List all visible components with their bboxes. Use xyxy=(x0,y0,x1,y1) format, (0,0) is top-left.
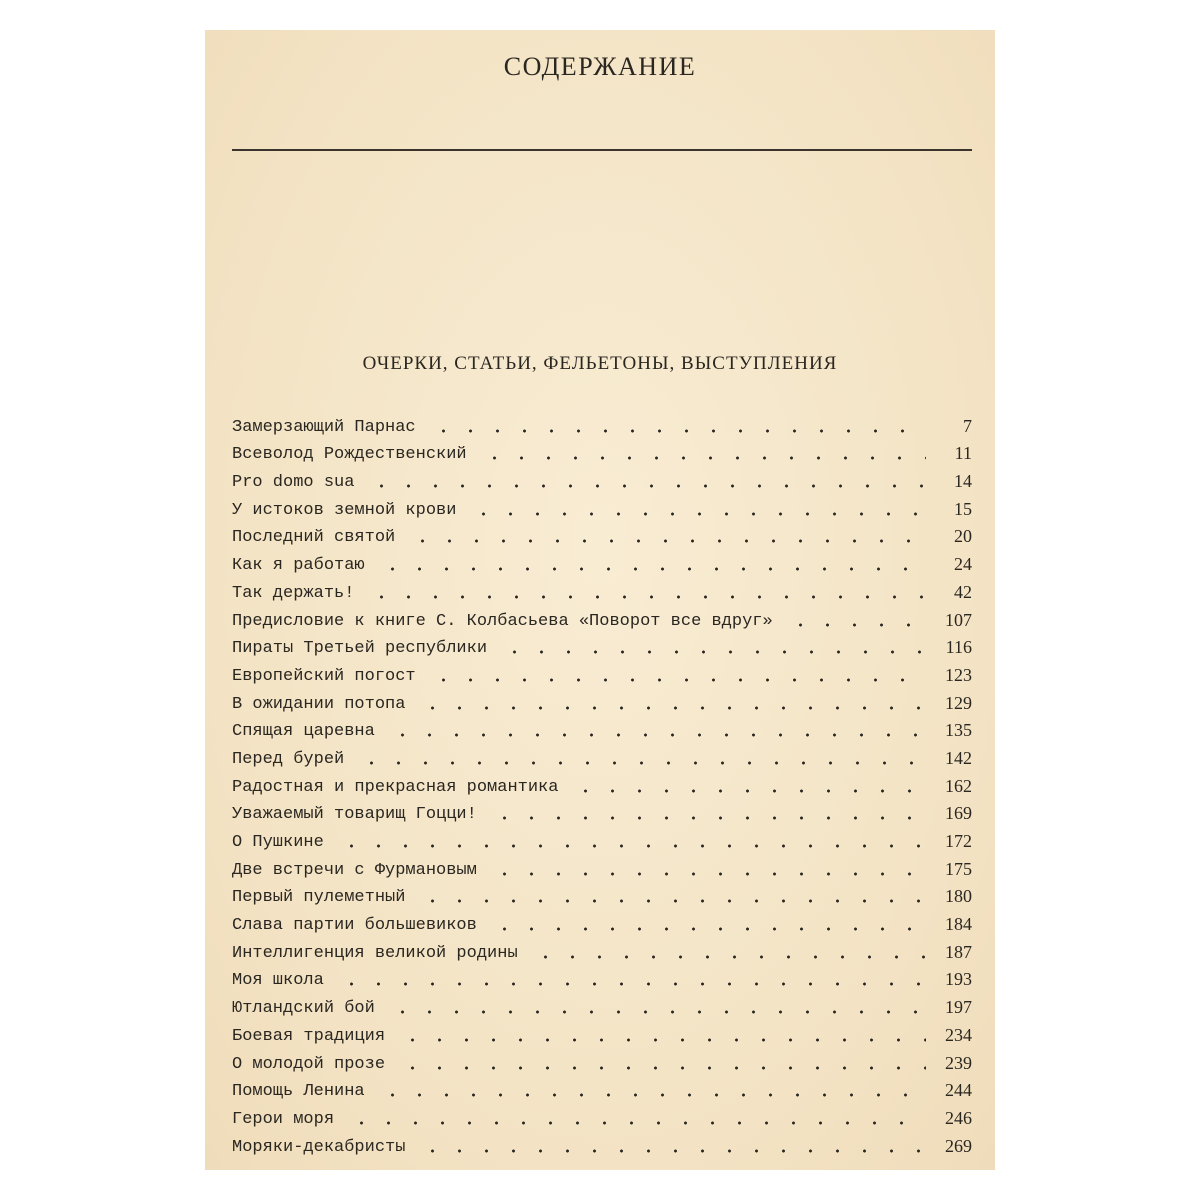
dot-leader xyxy=(362,469,926,489)
toc-entry-title: Pro domo sua xyxy=(232,473,355,493)
toc-entry xyxy=(232,1018,972,1046)
toc-entry-page-number: 193 xyxy=(945,969,972,990)
toc-entry-title: Спящая царевна xyxy=(232,722,375,742)
toc-entry-title: Европейский погост xyxy=(232,666,416,686)
toc-entry-title: Так держать! xyxy=(232,583,355,603)
table-of-contents xyxy=(232,409,972,1157)
toc-entry-title: Уважаемый товарищ Гоцци! xyxy=(232,805,477,825)
toc-entry-page-number: 175 xyxy=(945,858,972,879)
toc-entry-page-number: 246 xyxy=(945,1107,972,1128)
toc-entry-title: Последний святой xyxy=(232,528,396,548)
toc-entry-page-number: 14 xyxy=(954,471,972,492)
toc-entry xyxy=(232,824,972,852)
toc-entry-title: Замерзающий Парнас xyxy=(232,417,416,437)
dot-leader xyxy=(373,552,926,572)
toc-entry-title: Пираты Третьей республики xyxy=(232,639,488,659)
toc-entry-page-number: 107 xyxy=(945,609,972,630)
dot-leader xyxy=(362,580,926,600)
toc-entry-title: Ютландский бой xyxy=(232,999,375,1019)
toc-entry-title: Первый пулеметный xyxy=(232,888,406,908)
dot-leader xyxy=(526,940,926,960)
toc-entry-title: Герои моря xyxy=(232,1109,335,1129)
toc-entry-title: В ожидании потопа xyxy=(232,694,406,714)
toc-entry-title: Слава партии большевиков xyxy=(232,916,477,936)
dot-leader xyxy=(485,857,926,877)
toc-entry xyxy=(232,1101,972,1129)
toc-entry xyxy=(232,880,972,908)
toc-entry xyxy=(232,437,972,465)
toc-entry-page-number: 234 xyxy=(945,1024,972,1045)
toc-entry xyxy=(232,409,972,437)
toc-entry xyxy=(232,603,972,631)
section-title: ОЧЕРКИ, СТАТЬИ, ФЕЛЬЕТОНЫ, ВЫСТУПЛЕНИЯ xyxy=(362,353,838,374)
toc-entry xyxy=(232,464,972,492)
toc-entry-page-number: 24 xyxy=(954,554,972,575)
toc-entry-page-number: 42 xyxy=(954,581,972,602)
toc-entry-page-number: 180 xyxy=(945,886,972,907)
toc-entry-page-number: 269 xyxy=(945,1135,972,1156)
dot-leader xyxy=(475,441,926,461)
toc-entry-title: У истоков земной крови xyxy=(232,500,457,520)
dot-leader xyxy=(566,774,926,794)
toc-entry-title: Моя школа xyxy=(232,971,324,991)
dot-leader xyxy=(352,746,926,766)
toc-entry-page-number: 197 xyxy=(945,997,972,1018)
toc-entry-title: Всеволод Рождественский xyxy=(232,445,467,465)
dot-leader xyxy=(485,801,926,821)
toc-entry xyxy=(232,797,972,825)
toc-entry-page-number: 116 xyxy=(945,637,972,658)
toc-entry-page-number: 123 xyxy=(945,664,972,685)
dot-leader xyxy=(413,691,926,711)
dot-leader xyxy=(781,608,926,628)
toc-entry xyxy=(232,492,972,520)
toc-entry xyxy=(232,686,972,714)
dot-leader xyxy=(332,829,926,849)
toc-entry xyxy=(232,575,972,603)
dot-leader xyxy=(413,884,926,904)
toc-entry xyxy=(232,935,972,963)
book-page xyxy=(205,30,995,1170)
toc-entry-title: Предисловие к книге С. Колбасьева «Поворот все вдруг» xyxy=(232,611,773,631)
dot-leader xyxy=(383,718,926,738)
toc-entry-page-number: 169 xyxy=(945,803,972,824)
dot-leader xyxy=(342,1106,926,1126)
toc-entry-page-number: 15 xyxy=(954,498,972,519)
dot-leader xyxy=(332,967,926,987)
dot-leader xyxy=(393,1023,926,1043)
toc-entry xyxy=(232,1046,972,1074)
toc-entry xyxy=(232,963,972,991)
toc-entry-page-number: 172 xyxy=(945,831,972,851)
toc-entry-page-number: 244 xyxy=(945,1080,972,1101)
page-title: СОДЕРЖАНИЕ xyxy=(503,52,697,81)
dot-leader xyxy=(464,497,926,517)
toc-entry xyxy=(232,741,972,769)
toc-entry-title: Моряки-декабристы xyxy=(232,1137,406,1157)
dot-leader xyxy=(424,663,926,683)
toc-entry xyxy=(232,631,972,659)
toc-entry-page-number: 184 xyxy=(945,914,972,935)
toc-entry xyxy=(232,520,972,548)
toc-entry-title: Помощь Ленина xyxy=(232,1082,365,1102)
dot-leader xyxy=(485,912,926,932)
dot-leader xyxy=(413,1134,926,1154)
toc-entry xyxy=(232,990,972,1018)
header-divider xyxy=(232,149,972,151)
dot-leader xyxy=(373,1078,926,1098)
toc-entry-page-number: 162 xyxy=(945,775,972,796)
dot-leader xyxy=(393,1051,926,1071)
toc-entry xyxy=(232,714,972,742)
toc-entry-title: Перед бурей xyxy=(232,749,345,769)
toc-entry xyxy=(232,658,972,686)
toc-entry-title: Как я работаю xyxy=(232,556,365,576)
toc-entry xyxy=(232,852,972,880)
toc-entry-page-number: 239 xyxy=(945,1052,972,1073)
toc-entry-title: Интеллигенция великой родины xyxy=(232,943,518,963)
toc-entry xyxy=(232,1129,972,1157)
dot-leader xyxy=(403,524,926,544)
dot-leader xyxy=(495,635,926,655)
dot-leader xyxy=(383,995,926,1015)
toc-entry xyxy=(232,769,972,797)
toc-entry-page-number: 129 xyxy=(945,692,972,713)
toc-entry-page-number: 7 xyxy=(963,415,972,436)
toc-entry-page-number: 142 xyxy=(945,747,972,768)
toc-entry-title: О Пушкине xyxy=(232,833,324,852)
toc-entry xyxy=(232,907,972,935)
toc-entry-title: Радостная и прекрасная романтика xyxy=(232,777,559,797)
toc-entry-page-number: 20 xyxy=(954,526,972,547)
toc-entry xyxy=(232,547,972,575)
toc-entry-title: Две встречи с Фурмановым xyxy=(232,860,477,880)
toc-entry-title: Боевая традиция xyxy=(232,1026,386,1046)
toc-entry-title: О молодой прозе xyxy=(232,1054,386,1074)
dot-leader xyxy=(424,414,926,434)
toc-entry xyxy=(232,1074,972,1102)
toc-entry-page-number: 11 xyxy=(954,443,972,464)
toc-entry-page-number: 135 xyxy=(945,720,972,741)
toc-entry-page-number: 187 xyxy=(945,941,972,962)
